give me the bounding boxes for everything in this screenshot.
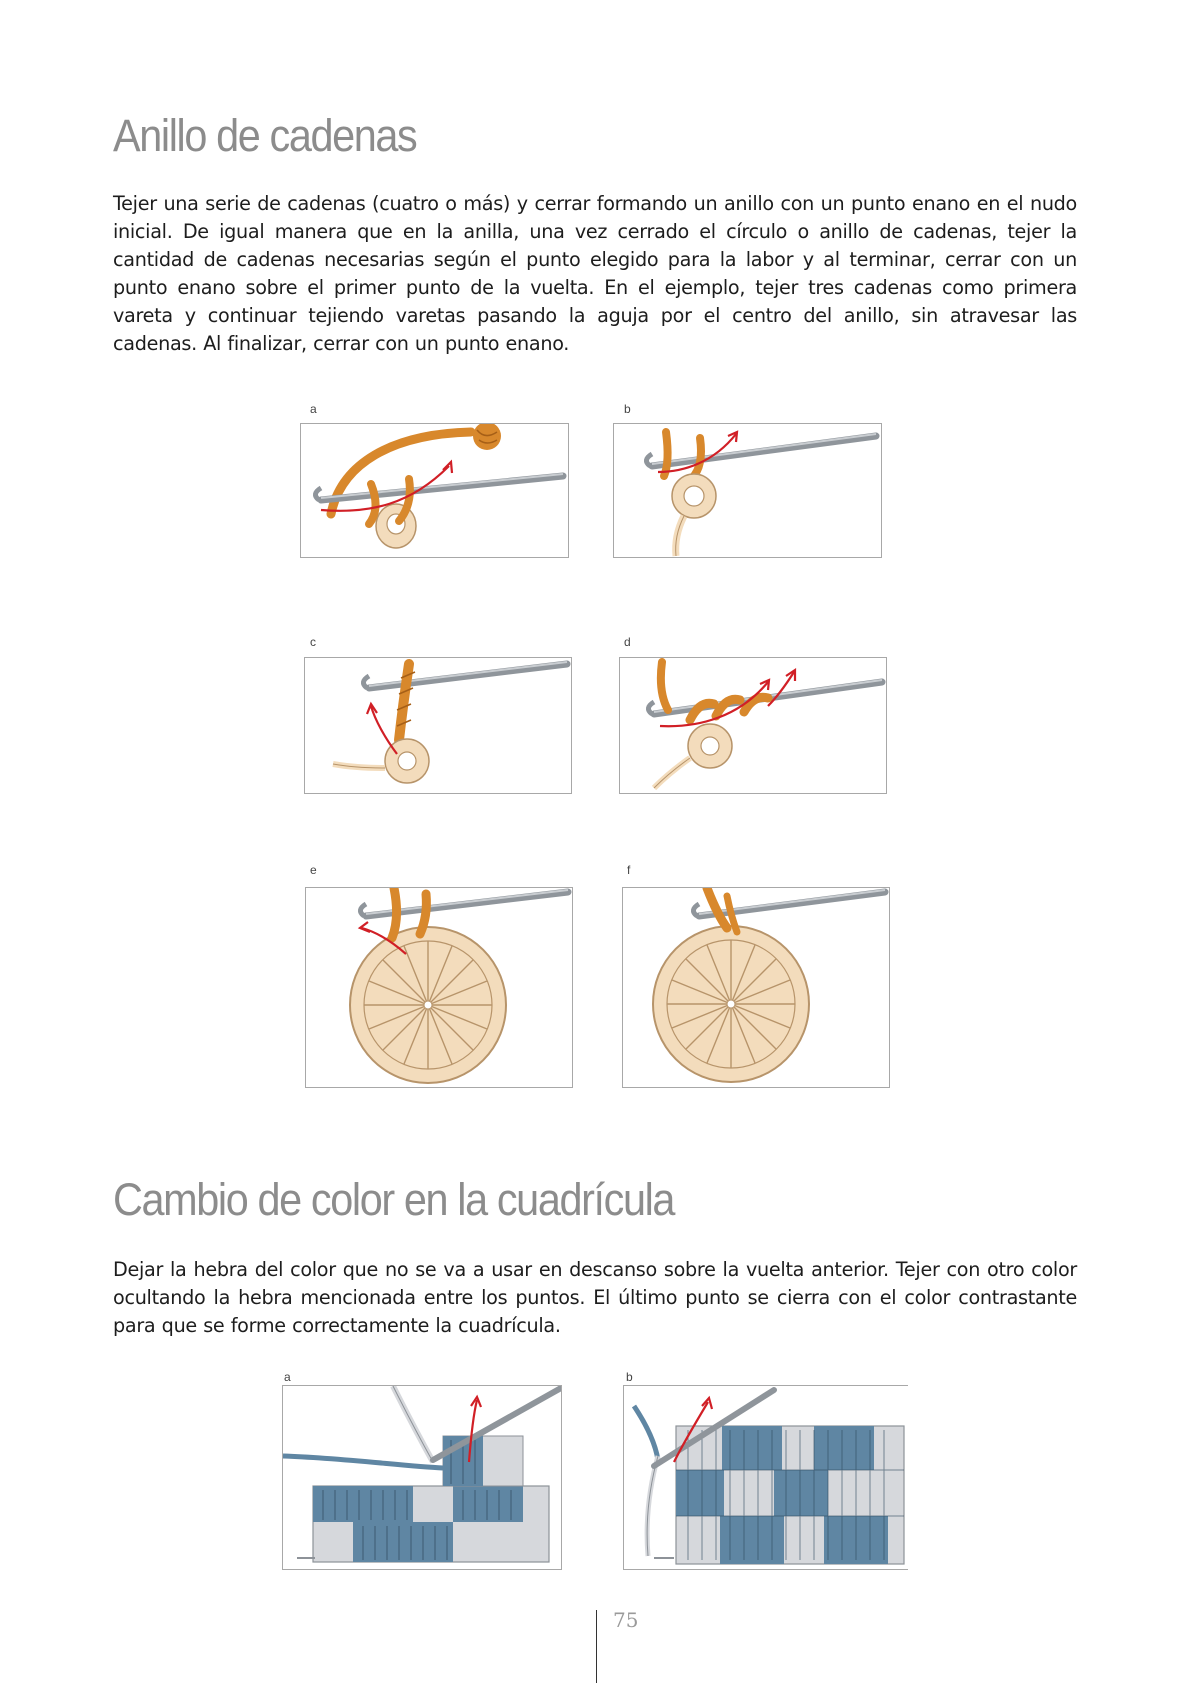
figure-label-grid-b: b [626, 1370, 633, 1384]
illustration-ring-step-f [622, 887, 890, 1088]
figure-label-grid-a: a [284, 1370, 291, 1384]
illustration-color-grid-a [282, 1385, 562, 1570]
illustration-ring-step-a [300, 423, 569, 558]
page-number: 75 [613, 1608, 639, 1632]
figure-label-e: e [310, 863, 317, 877]
section-title-anillo: Anillo de cadenas [113, 110, 417, 161]
illustration-ring-step-e [305, 887, 573, 1088]
figure-label-b: b [624, 402, 631, 416]
section-title-cambio-color: Cambio de color en la cuadrícula [113, 1174, 675, 1225]
illustration-color-grid-b [623, 1385, 908, 1570]
illustration-ring-step-c [304, 657, 572, 794]
page-number-divider [596, 1610, 597, 1683]
section-body-cambio-color: Dejar la hebra del color que no se va a usar en descanso sobre la vuelta anterior. Tejer con otro color ocultando la hebra mencionada entre los puntos. El último punto se cierra con el color contrastante para que se forme correctamente la cuadrícula. [113, 1258, 1077, 1337]
figure-label-d: d [624, 635, 631, 649]
illustration-ring-step-b [613, 423, 882, 558]
figure-label-a: a [310, 402, 317, 416]
figure-label-f: f [627, 863, 631, 877]
illustration-ring-step-d [619, 657, 887, 794]
section-body-anillo: Tejer una serie de cadenas (cuatro o más) y cerrar formando un anillo con un punto enano en el nudo inicial. De igual manera que en la anilla, una vez cerrado el círculo o anillo de cadenas, tejer la cantidad de cadenas necesarias según el punto elegido para la labor y al terminar, cerrar con un punto enano sobre el primer punto de la vuelta. En el ejemplo, tejer tres cadenas como primera vareta y continuar tejiendo varetas pasando la aguja por el centro del anillo, sin atravesar las cadenas. Al finalizar, cerrar con un punto enano. [113, 192, 1077, 355]
figure-label-c: c [310, 635, 316, 649]
